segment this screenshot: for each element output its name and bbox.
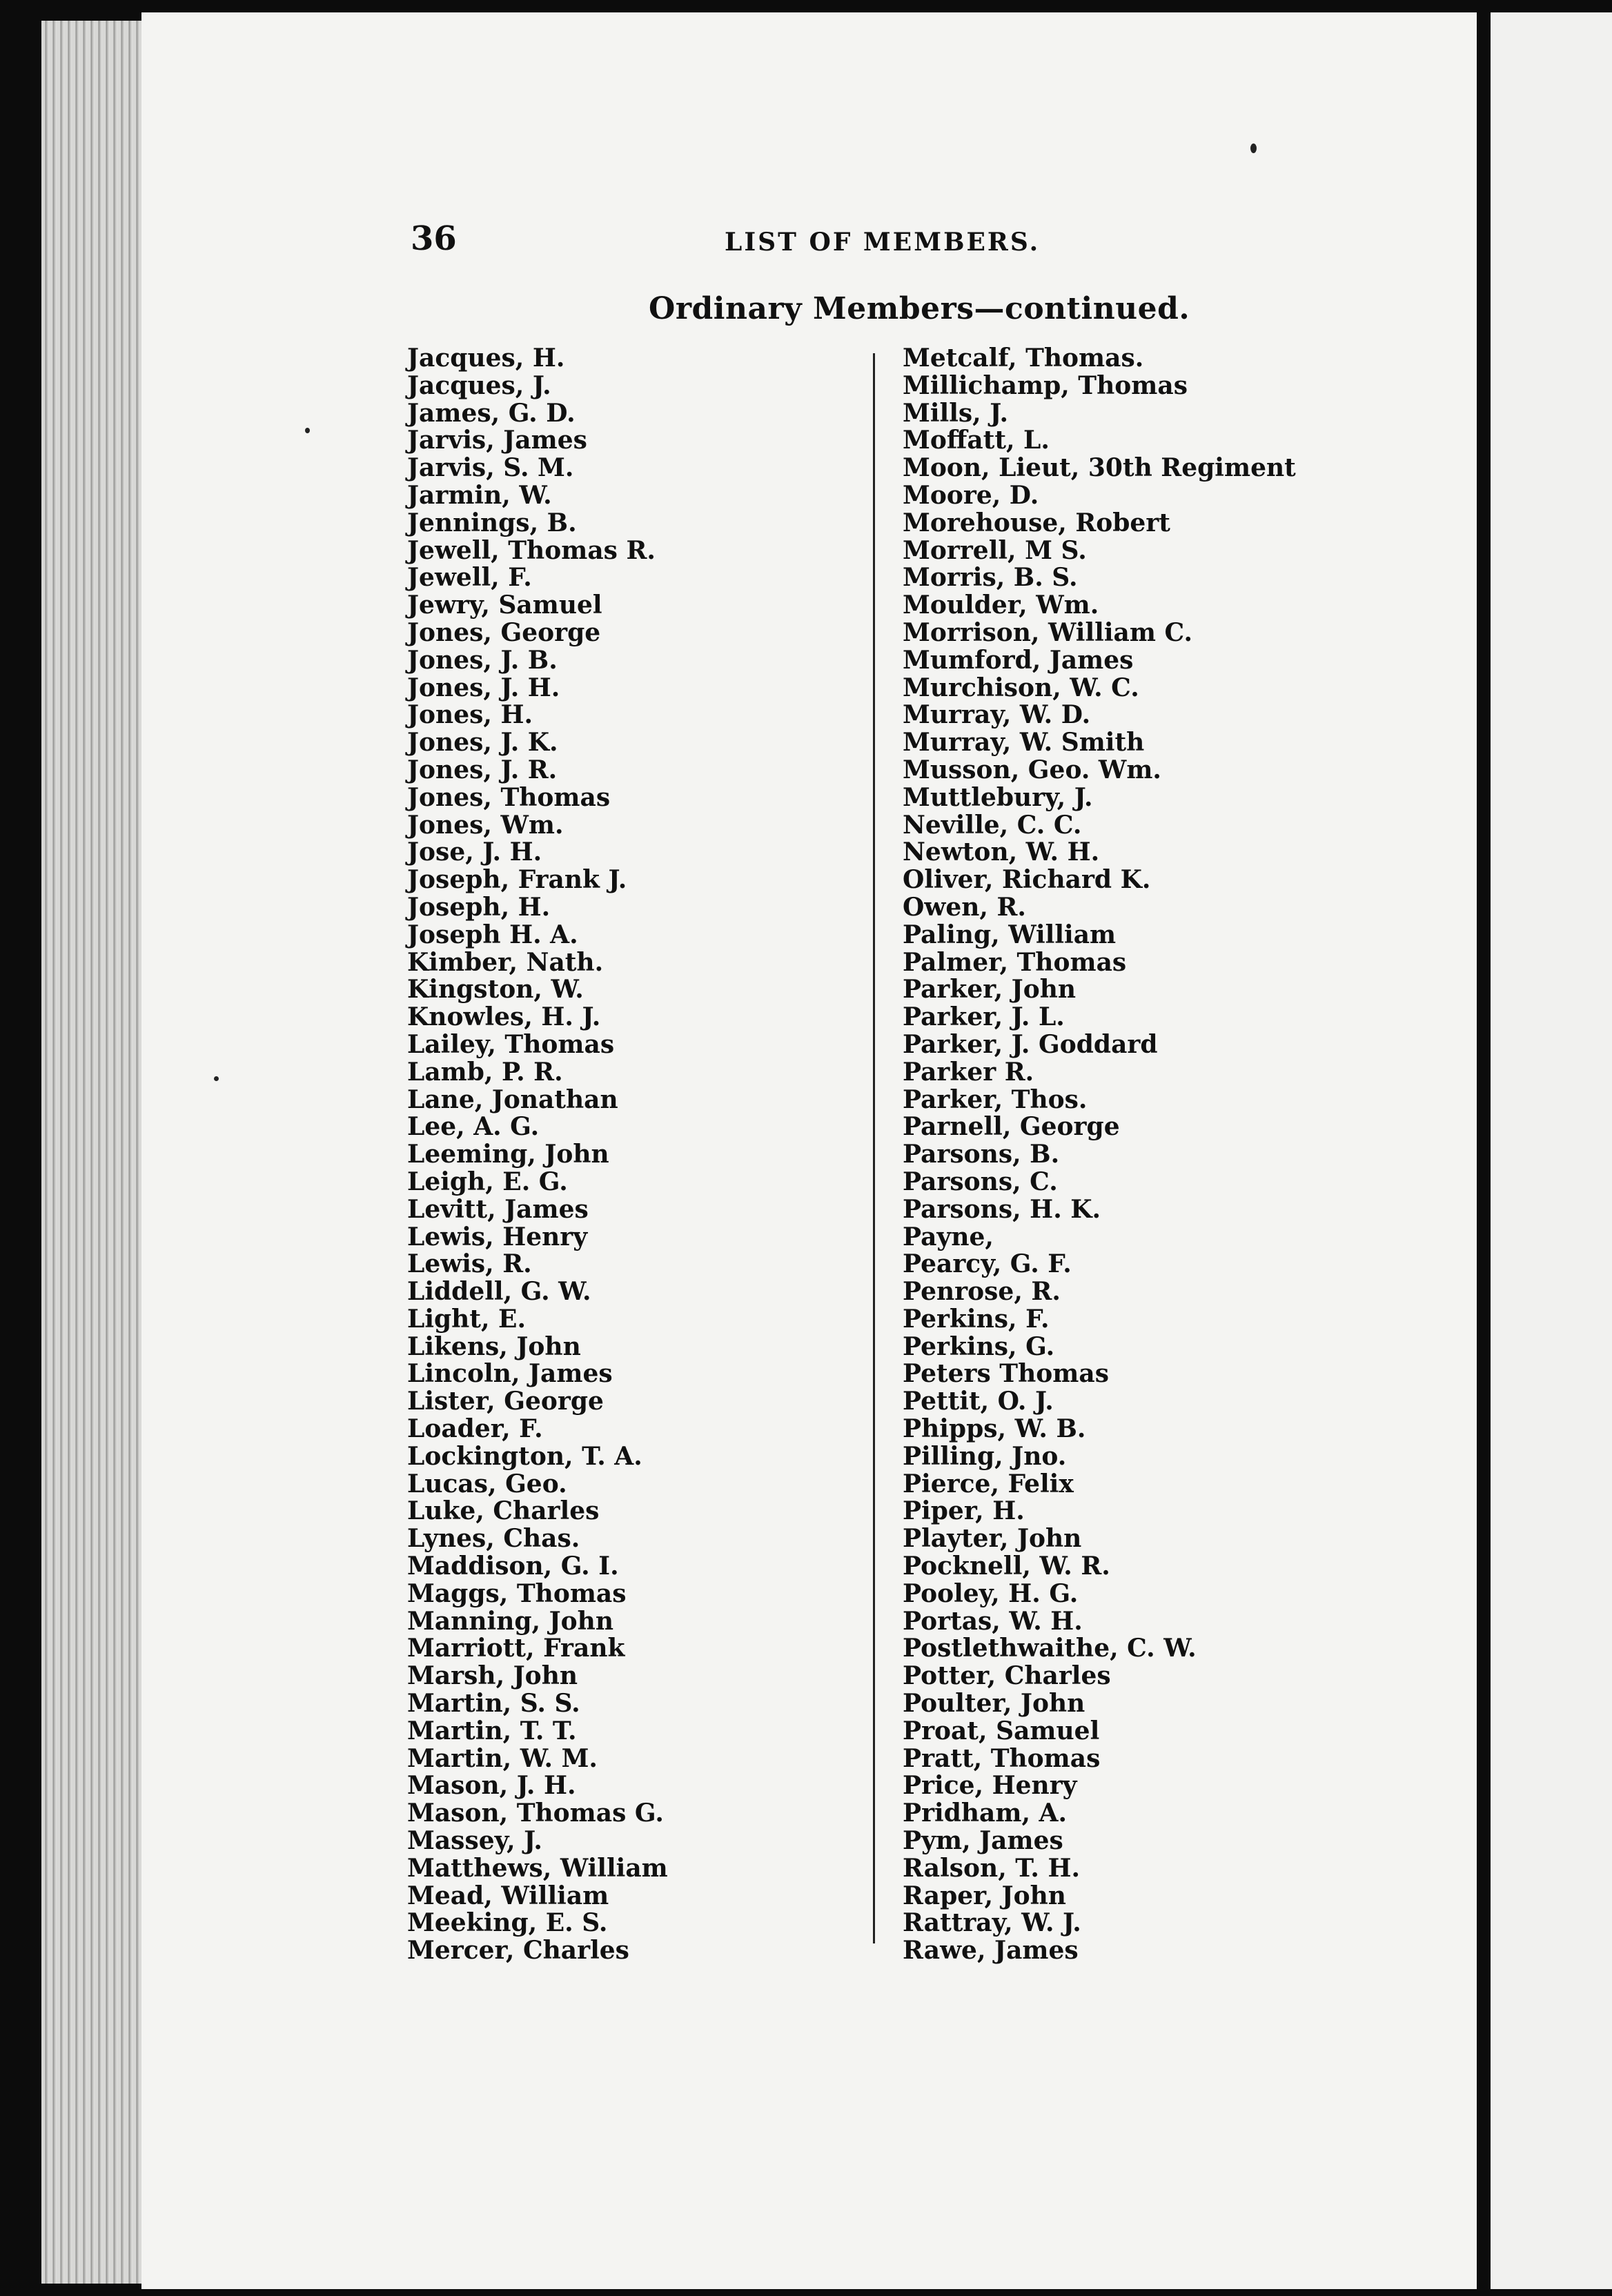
member-entry: Jacques, J. [407,370,551,400]
member-entry: Metcalf, Thomas. [903,344,1144,373]
member-entry: Jones, George [407,617,601,647]
member-entry: Jose, J. H. [407,838,542,867]
member-entry: Joseph H. A. [407,920,578,949]
member-list-left [407,345,668,1965]
member-entry: Morrison, William C. [903,617,1192,647]
member-entry: Marriott, Frank [407,1634,625,1663]
member-entry: Rattray, W. J. [903,1908,1081,1938]
member-entry: Penrose, R. [903,1277,1061,1307]
member-entry: Pilling, Jno. [903,1441,1067,1471]
member-entry: Perkins, F. [903,1304,1050,1334]
member-entry: Massey, J. [407,1826,542,1856]
member-entry: Maddison, G. I. [407,1552,619,1581]
member-entry: Peters Thomas [903,1359,1109,1389]
member-entry: Martin, S. S. [407,1689,580,1719]
member-entry: Raper, John [903,1881,1066,1910]
member-entry: Pridham, A. [903,1799,1068,1828]
column-divider [873,353,875,1943]
member-list-right [903,345,1296,1965]
member-entry: Jones, J. B. [407,645,558,675]
member-entry: Perkins, G. [903,1332,1055,1361]
member-entry: Jewry, Samuel [407,591,602,620]
member-entry: Lewis, Henry [407,1222,588,1251]
member-entry: Liddell, G. W. [407,1277,591,1307]
member-entry: Kimber, Nath. [407,947,604,977]
member-entry: Pocknell, W. R. [903,1552,1110,1581]
member-entry: Marsh, John [407,1661,578,1691]
member-entry: Pooley, H. G. [903,1578,1079,1608]
member-entry: Jarmin, W. [407,480,552,510]
member-entry: Paling, William [903,920,1117,949]
member-entry: Pym, James [903,1826,1063,1856]
member-entry: Price, Henry [903,1771,1077,1801]
member-entry: Kingston, W. [407,975,584,1004]
member-entry: Jewell, F. [407,563,532,593]
member-entry: Parker, Thos. [903,1085,1088,1114]
member-entry: Jarvis, James [407,426,587,455]
member-entry: Morrell, M S. [903,535,1087,565]
member-entry: Lee, A. G. [407,1112,540,1142]
member-entry: Leeming, John [407,1140,609,1169]
member-entry: Murchison, W. C. [903,673,1139,702]
member-entry: Martin, W. M. [407,1743,598,1773]
member-entry: Mercer, Charles [407,1936,629,1966]
member-entry: Joseph, H. [407,892,551,922]
member-entry: Mason, J. H. [407,1771,576,1801]
member-entry: Meeking, E. S. [407,1908,608,1938]
member-entry: Parsons, H. K. [903,1194,1101,1224]
member-entry: Lane, Jonathan [407,1085,618,1114]
member-entry: Parker R. [903,1057,1034,1087]
member-entry: Moore, D. [903,480,1039,510]
running-head: LIST OF MEMBERS. [725,228,1041,257]
member-entry: Morris, B. S. [903,563,1078,593]
member-entry: Jones, J. H. [407,673,560,702]
member-entry: Parsons, B. [903,1140,1060,1169]
member-entry: Lewis, R. [407,1249,532,1279]
member-entry: Knowles, H. J. [407,1002,601,1032]
member-entry: Piper, H. [903,1496,1025,1526]
member-entry: Owen, R. [903,892,1026,922]
member-entry: Parker, John [903,975,1077,1004]
member-entry: Lynes, Chas. [407,1524,580,1554]
member-entry: Light, E. [407,1304,527,1334]
member-entry: Playter, John [903,1524,1082,1554]
member-entry: Jennings, B. [407,508,577,537]
member-entry: Martin, T. T. [407,1716,577,1745]
member-entry: Jones, H. [407,700,533,730]
member-entry: Jewell, Thomas R. [407,535,656,565]
member-entry: Maggs, Thomas [407,1578,627,1608]
member-entry: Palmer, Thomas [903,947,1127,977]
member-entry: Jones, J. R. [407,755,558,784]
member-entry: Moon, Lieut, 30th Regiment [903,453,1296,483]
member-entry: Moulder, Wm. [903,591,1099,620]
member-entry: Jones, Thomas [407,782,611,812]
member-entry: Newton, W. H. [903,838,1100,867]
member-entry: Ralson, T. H. [903,1853,1081,1883]
member-entry: Lister, George [407,1387,604,1416]
member-entry: Jones, Wm. [407,810,564,840]
member-entry: Pierce, Felix [903,1469,1074,1498]
member-entry: Jarvis, S. M. [407,453,574,483]
member-entry: Levitt, James [407,1194,589,1224]
member-entry: Moffatt, L. [903,426,1050,455]
member-entry: Proat, Samuel [903,1716,1100,1745]
member-entry: Mead, William [407,1881,609,1910]
member-entry: Lamb, P. R. [407,1057,563,1087]
member-entry: Parker, J. L. [903,1002,1065,1032]
member-entry: Murray, W. Smith [903,728,1145,758]
member-entry: Likens, John [407,1332,581,1361]
member-entry: Lailey, Thomas [407,1029,615,1059]
member-entry: Pettit, O. J. [903,1387,1054,1416]
member-entry: Jacques, H. [407,344,565,373]
member-entry: Parsons, C. [903,1167,1058,1196]
member-entry: Parnell, George [903,1112,1120,1142]
member-entry: Joseph, Frank J. [407,865,627,895]
member-entry: Parker, J. Goddard [903,1029,1158,1059]
member-entry: Poulter, John [903,1689,1085,1719]
facing-page-edge [1491,12,1612,2289]
member-entry: Morehouse, Robert [903,508,1170,537]
member-entry: Manning, John [407,1606,614,1636]
member-entry: Rawe, James [903,1936,1079,1966]
member-entry: Musson, Geo. Wm. [903,755,1161,784]
member-entry: Loader, F. [407,1414,543,1444]
member-entry: Payne, [903,1222,994,1251]
member-entry: Lincoln, James [407,1359,613,1389]
member-entry: Phipps, W. B. [903,1414,1086,1444]
member-entry: Lucas, Geo. [407,1469,567,1498]
ink-speck [214,1076,219,1081]
member-entry: Mumford, James [903,645,1134,675]
member-entry: Matthews, William [407,1853,668,1883]
member-entry: James, G. D. [407,398,576,428]
member-entry: Mason, Thomas G. [407,1799,664,1828]
member-entry: Mills, J. [903,398,1008,428]
ink-speck [1250,144,1257,153]
member-entry: Leigh, E. G. [407,1167,568,1196]
member-entry: Pratt, Thomas [903,1743,1101,1773]
member-entry: Lockington, T. A. [407,1441,642,1471]
page-number: 36 [411,219,457,258]
member-entry: Postlethwaithe, C. W. [903,1634,1197,1663]
member-entry: Potter, Charles [903,1661,1111,1691]
member-entry: Pearcy, G. F. [903,1249,1072,1279]
member-entry: Muttlebury, J. [903,782,1093,812]
member-entry: Jones, J. K. [407,728,558,758]
member-entry: Portas, W. H. [903,1606,1083,1636]
book-page-edges [41,21,145,2284]
member-entry: Oliver, Richard K. [903,865,1151,895]
member-entry: Luke, Charles [407,1496,600,1526]
member-entry: Neville, C. C. [903,810,1082,840]
section-heading: Ordinary Members—continued. [649,291,1190,326]
member-entry: Millichamp, Thomas [903,370,1188,400]
ink-speck [305,428,310,433]
member-entry: Murray, W. D. [903,700,1091,730]
